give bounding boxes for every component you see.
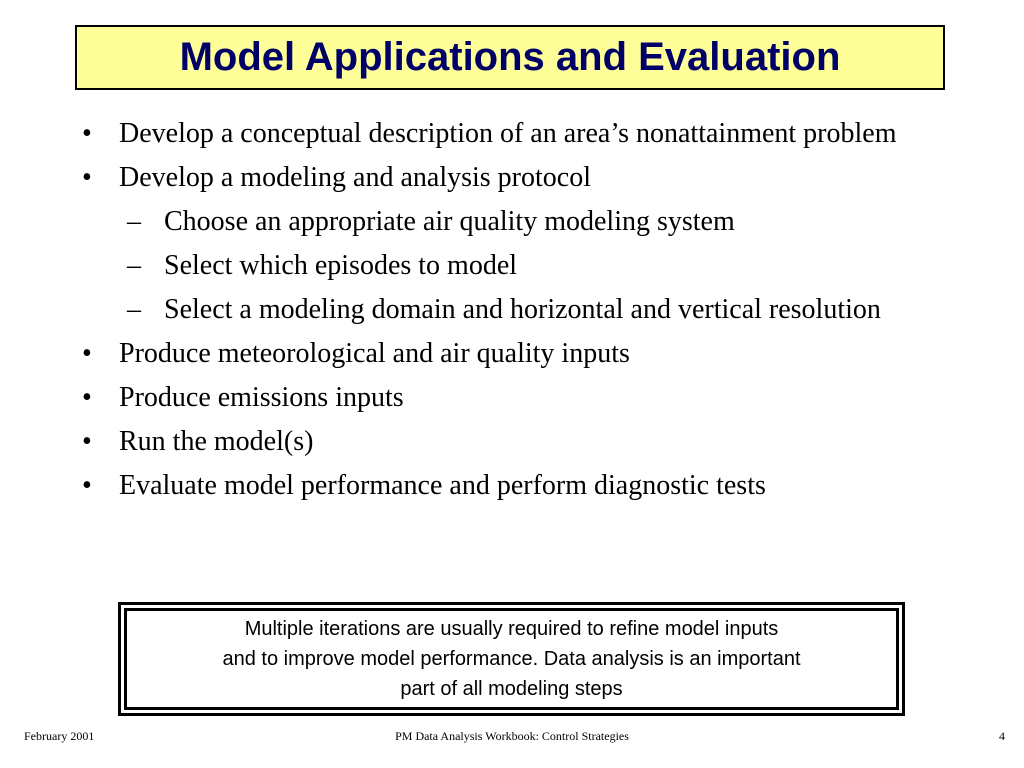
sub-bullet-text: Select which episodes to model bbox=[164, 250, 518, 281]
bullet-marker: • bbox=[82, 470, 92, 501]
sub-bullet-item bbox=[80, 293, 970, 327]
dash-marker: – bbox=[127, 206, 141, 237]
bullet-item bbox=[80, 469, 970, 503]
bullet-marker: • bbox=[82, 382, 92, 413]
bullet-text: Run the model(s) bbox=[119, 426, 314, 457]
bullet-text: Evaluate model performance and perform diagnostic tests bbox=[119, 470, 766, 501]
bullet-marker: • bbox=[82, 338, 92, 369]
title-box bbox=[75, 25, 945, 90]
page-number: 4 bbox=[999, 729, 1005, 743]
bullet-item bbox=[80, 381, 970, 415]
bullet-text: Develop a modeling and analysis protocol bbox=[119, 162, 591, 193]
bullet-text: Produce emissions inputs bbox=[119, 382, 404, 413]
slide-title: Model Applications and Evaluation bbox=[179, 35, 841, 79]
bullet-list bbox=[80, 117, 970, 513]
bullet-item bbox=[80, 161, 970, 195]
footer-date: February 2001 bbox=[24, 729, 95, 743]
note-line: Multiple iterations are usually required to refine model inputs bbox=[244, 618, 779, 640]
bullet-marker: • bbox=[82, 118, 92, 149]
note-box bbox=[118, 602, 905, 716]
sub-bullet-text: Select a modeling domain and horizontal and vertical resolution bbox=[164, 294, 881, 325]
bullet-item bbox=[80, 117, 970, 151]
dash-marker: – bbox=[127, 294, 141, 325]
bullet-text: Produce meteorological and air quality inputs bbox=[119, 338, 630, 369]
dash-marker: – bbox=[127, 250, 141, 281]
note-line: part of all modeling steps bbox=[400, 678, 623, 700]
footer-source: PM Data Analysis Workbook: Control Strategies bbox=[395, 729, 629, 743]
bullet-marker: • bbox=[82, 162, 92, 193]
bullet-item bbox=[80, 425, 970, 459]
bullet-item bbox=[80, 337, 970, 371]
sub-bullet-text: Choose an appropriate air quality modeling system bbox=[164, 206, 735, 237]
bullet-marker: • bbox=[82, 426, 92, 457]
sub-bullet-item bbox=[80, 249, 970, 283]
note-inner-frame bbox=[124, 608, 899, 710]
bullet-text: Develop a conceptual description of an area’s nonattainment problem bbox=[119, 118, 897, 149]
sub-bullet-item bbox=[80, 205, 970, 239]
note-line: and to improve model performance. Data analysis is an important bbox=[222, 648, 801, 670]
